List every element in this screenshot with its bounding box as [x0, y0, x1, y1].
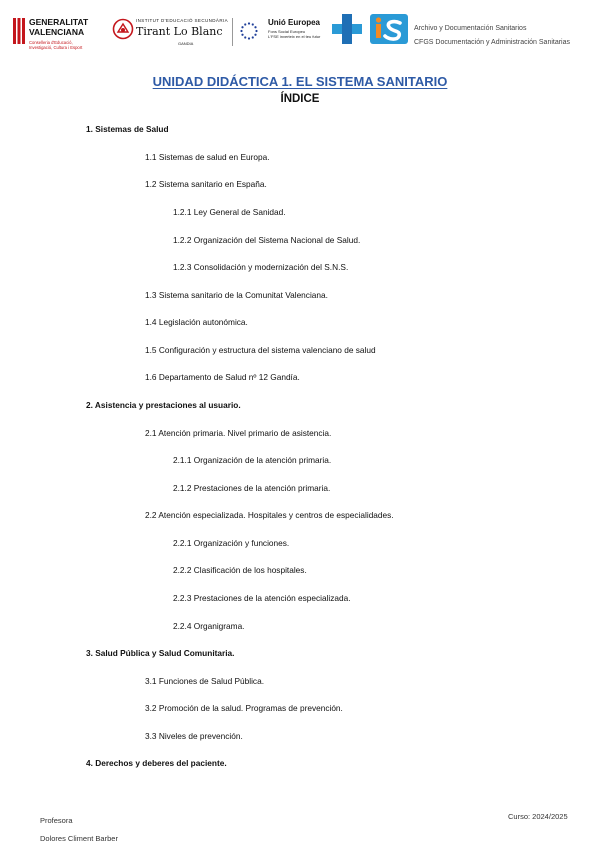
- ies-tirant-lo-blanc-logo: [112, 18, 237, 52]
- toc-subsection: 1.2 Sistema sanitario en España.: [145, 179, 267, 189]
- toc-subsubsection: 2.2.3 Prestaciones de la atención especializada.: [173, 593, 351, 603]
- toc-section: 3. Salud Pública y Salud Comunitaria.: [86, 648, 235, 658]
- index-heading: ÍNDICE: [280, 93, 320, 105]
- toc-subsubsection: 1.2.1 Ley General de Sanidad.: [173, 207, 286, 217]
- eu-title: Unió Europea: [268, 18, 321, 27]
- toc-subsection: 1.4 Legislación autonómica.: [145, 317, 248, 327]
- toc-subsection: 3.1 Funciones de Salud Pública.: [145, 676, 265, 686]
- eu-stars-icon: [240, 22, 258, 40]
- toc-subsection: 1.1 Sistemas de salud en Europa.: [145, 152, 270, 162]
- document-title: [0, 74, 600, 89]
- toc-subsubsection: 2.1.1 Organización de la atención primaria.: [173, 455, 332, 465]
- toc-subsection: 1.5 Configuración y estructura del sistema valenciano de salud: [145, 345, 376, 355]
- author-role: Profesora: [40, 816, 73, 825]
- toc-section: 1. Sistemas de Salud: [86, 124, 169, 134]
- page-header: [12, 12, 592, 56]
- school-location: GANDIA: [178, 41, 194, 46]
- health-cross-logo-icon: [332, 14, 364, 48]
- is-logo-icon: [370, 14, 408, 44]
- generalitat-emblem-icon: [12, 18, 26, 44]
- course-program-line: CFGS Documentación y Administración Sanitarias: [414, 39, 571, 46]
- conselleria-name: Conselleria d'Educació, Investigació, Cultura i Esport: [29, 40, 83, 50]
- union-europea-logo: [232, 18, 347, 52]
- school-name: Tirant Lo Blanc: [136, 25, 223, 38]
- toc-subsubsection: 2.2.4 Organigrama.: [173, 621, 245, 631]
- author-name: Dolores Climent Barber: [40, 834, 118, 843]
- toc-subsection: 1.6 Departamento de Salud nº 12 Gandía.: [145, 372, 300, 382]
- toc-subsubsection: 1.2.2 Organización del Sistema Nacional de Salud.: [173, 235, 361, 245]
- toc-subsection: 1.3 Sistema sanitario de la Comunitat Valenciana.: [145, 290, 328, 300]
- toc-subsubsection: 2.2.1 Organización y funciones.: [173, 538, 290, 548]
- generalitat-valenciana-logo: [12, 16, 108, 56]
- document-title-text: UNIDAD DIDÁCTICA 1. EL SISTEMA SANITARIO: [152, 74, 448, 89]
- toc-subsection: 3.2 Promoción de la salud. Programas de prevención.: [145, 703, 343, 713]
- department-info: [414, 22, 570, 50]
- toc-subsubsection: 1.2.3 Consolidación y modernización del S.N.S.: [173, 262, 349, 272]
- toc-subsubsection: 2.1.2 Prestaciones de la atención primaria.: [173, 483, 331, 493]
- eu-subtitle: Fons Social Europeu L'FSE inverteix en el teu futur: [268, 29, 321, 39]
- footer-course: Curso: 2024/2025: [508, 812, 568, 821]
- department-line: Archivo y Documentación Sanitarios: [414, 25, 527, 32]
- generalitat-name: GENERALITAT VALENCIANA: [29, 17, 89, 37]
- school-type-label: INSTITUT D'EDUCACIÓ SECUNDÀRIA: [136, 18, 229, 23]
- logo-divider: [232, 18, 233, 46]
- toc-subsection: 2.2 Atención especializada. Hospitales y centros de especialidades.: [145, 510, 394, 520]
- toc-section: 4. Derechos y deberes del paciente.: [86, 758, 227, 768]
- toc-section: 2. Asistencia y prestaciones al usuario.: [86, 400, 241, 410]
- toc-subsubsection: 2.2.2 Clasificación de los hospitales.: [173, 565, 307, 575]
- toc-subsection: 2.1 Atención primaria. Nivel primario de asistencia.: [145, 428, 332, 438]
- school-emblem-icon: [112, 18, 134, 40]
- footer-author: [40, 812, 118, 848]
- toc-subsection: 3.3 Niveles de prevención.: [145, 731, 243, 741]
